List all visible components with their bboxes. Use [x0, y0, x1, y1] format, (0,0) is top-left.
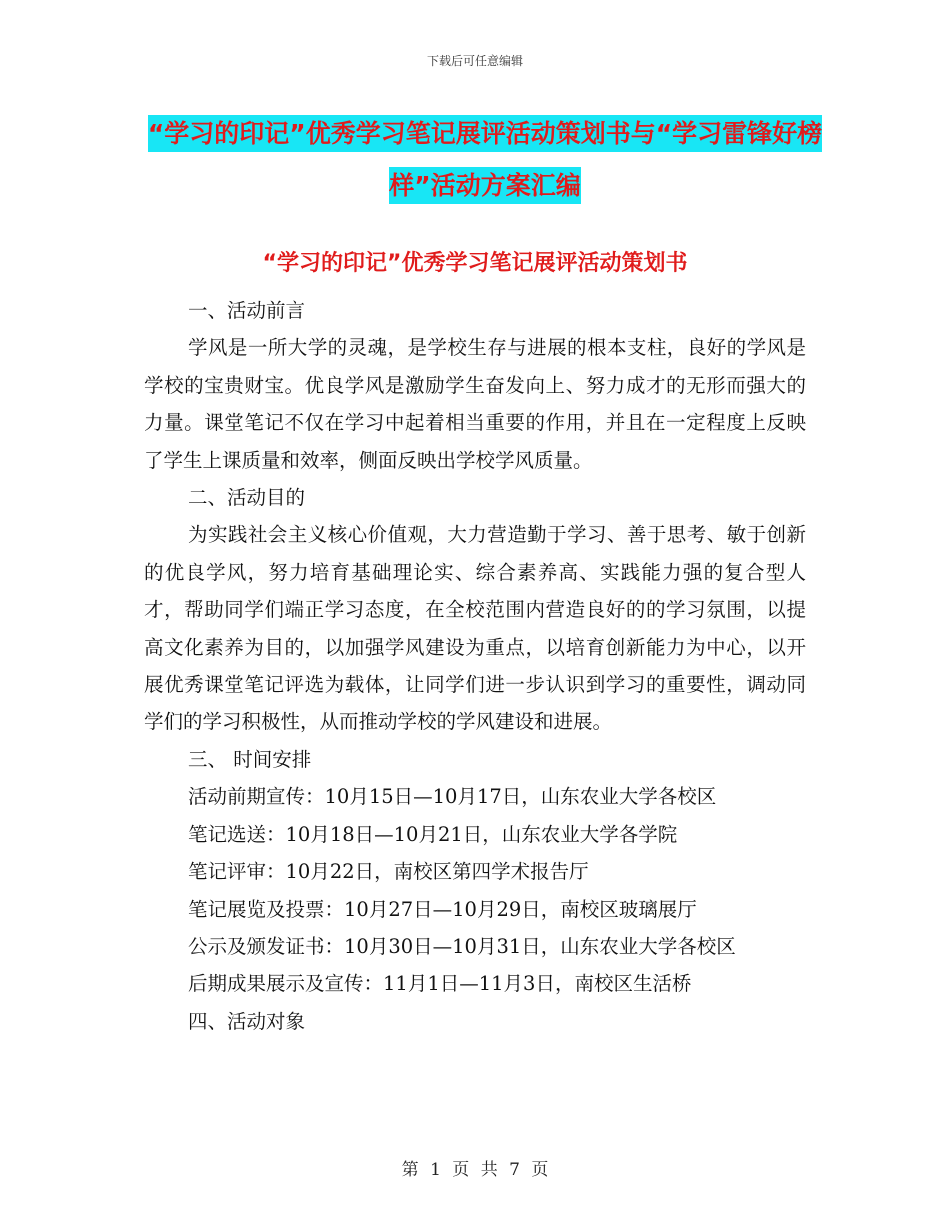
- document-body: [144, 292, 806, 1040]
- heading-purpose: 二、活动目的: [188, 486, 306, 510]
- schedule-item: 笔记展览及投票：10月27日—10月29日，南校区玻璃展厅: [188, 897, 697, 921]
- heading-preface: 一、活动前言: [188, 299, 306, 322]
- section-title: “学习的印记”优秀学习笔记展评活动策划书: [262, 251, 688, 276]
- document-title: [145, 108, 825, 212]
- schedule-item: 公示及颁发证书：10月30日—10月31日，山东农业大学各校区: [188, 934, 736, 958]
- paragraph-purpose: 为实践社会主义核心价值观，大力营造勤于学习、善于思考、敏于创新的优良学风，努力培育基础理论实、综合素养高、实践能力强的复合型人才，帮助同学们端正学习态度，在全校范围内营造良好的的学习氛围，以提高文化素养为目的，以加强学风建设为重点，以培育创新能力为中心，以开展优秀课堂笔记评选为载体，让同学们进一步认识到学习的重要性，调动同学们的学习积极性，从而推动学校的学风建设和进展。: [144, 523, 806, 734]
- schedule-item: 笔记选送：10月18日—10月21日，山东农业大学各学院: [188, 822, 678, 846]
- paragraph-preface: 学风是一所大学的灵魂，是学校生存与进展的根本支柱，良好的学风是学校的宝贵财宝。优良学风是激励学生奋发向上、努力成才的无形而强大的力量。课堂笔记不仅在学习中起着相当重要的作用，并且在一定程度上反映了学生上课质量和效率，侧面反映出学校学风质量。: [144, 336, 806, 472]
- heading-audience: 四、活动对象: [188, 1009, 306, 1033]
- schedule-item: 后期成果展示及宣传：11月1日—11月3日，南校区生活桥: [188, 972, 692, 996]
- page-number: 第 1 页 共 7 页: [401, 1160, 549, 1180]
- heading-schedule: 三、 时间安排: [188, 747, 312, 771]
- header-note: 下载后可任意编辑: [426, 54, 523, 68]
- schedule-item: 活动前期宣传：10月15日—10月17日，山东农业大学各校区: [188, 785, 717, 809]
- schedule-item: 笔记评审：10月22日，南校区第四学术报告厅: [188, 860, 589, 884]
- document-title-text: “学习的印记”优秀学习笔记展评活动策划书与“学习雷锋好榜样”活动方案汇编: [148, 115, 822, 204]
